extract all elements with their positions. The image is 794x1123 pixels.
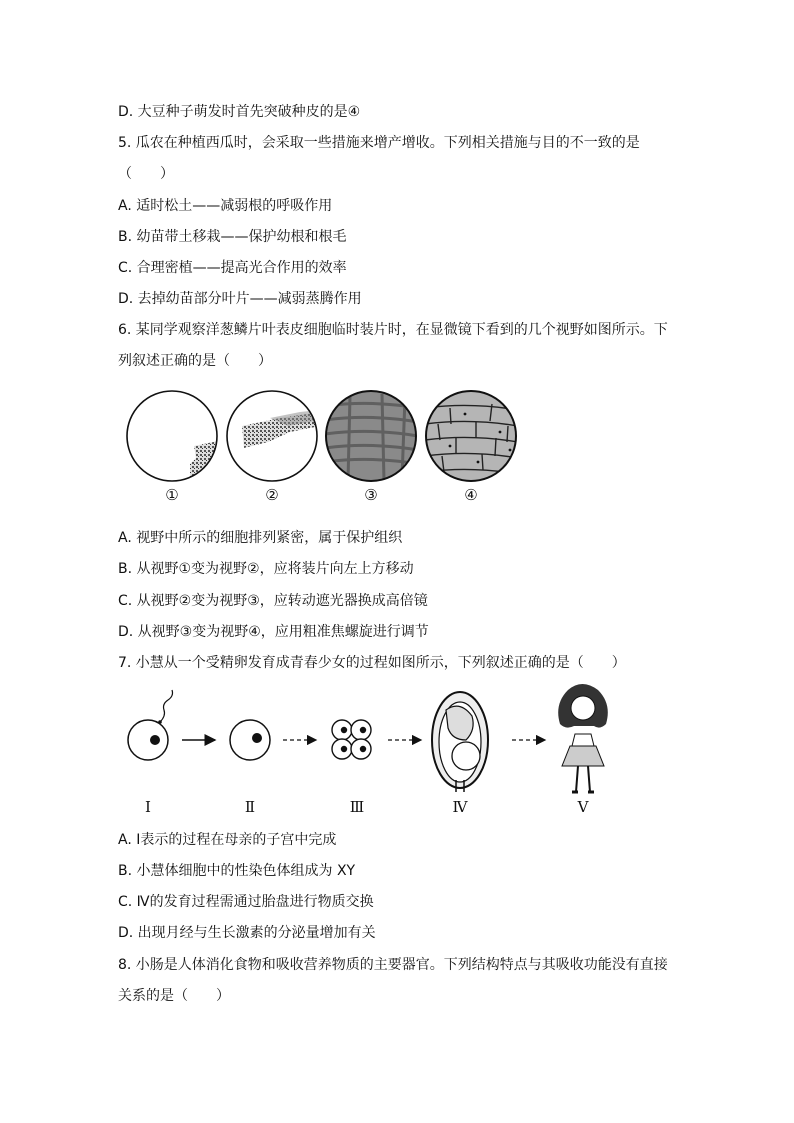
view-3-label: ③	[364, 486, 378, 504]
view-2-label: ②	[265, 486, 279, 504]
q6-option-c: C. 从视野②变为视野③，应转动遮光器换成高倍镜	[118, 593, 428, 609]
stage-1-fertilization	[128, 690, 173, 760]
stage-4-label: Ⅳ	[452, 798, 468, 816]
q7-stem: 7. 小慧从一个受精卵发育成青春少女的过程如图所示，下列叙述正确的是（ ）	[118, 655, 626, 671]
q6-option-a: A. 视野中所示的细胞排列紧密，属于保护组织	[118, 530, 403, 546]
view-4	[425, 391, 518, 481]
stage-3-cleavage	[332, 720, 371, 759]
q7-option-a: A. Ⅰ表示的过程在母亲的子宫中完成	[118, 832, 337, 848]
stage-2-label: Ⅱ	[244, 798, 256, 816]
q8-stem: 8. 小肠是人体消化食物和吸收营养物质的主要器官。下列结构特点与其吸收功能没有直接	[118, 957, 668, 973]
q5-option-a: A. 适时松土——减弱根的呼吸作用	[118, 198, 333, 214]
q5-stem: 5. 瓜农在种植西瓜时，会采取一些措施来增产增收。下列相关措施与目的不一致的是	[118, 135, 640, 151]
q5-option-d: D. 去掉幼苗部分叶片——减弱蒸腾作用	[118, 291, 362, 307]
q6-stem: 6. 某同学观察洋葱鳞片叶表皮细胞临时装片时，在显微镜下看到的几个视野如图所示。下	[118, 322, 668, 338]
view-3	[325, 391, 418, 481]
development-process-figure	[120, 680, 630, 800]
stage-4-fetus	[432, 692, 488, 792]
view-1-label: ①	[165, 486, 179, 504]
q7-option-b: B. 小慧体细胞中的性染色体组成为 XY	[118, 863, 356, 879]
q8-stem-cont: 关系的是（ ）	[118, 988, 230, 1004]
stage-5-girl	[558, 684, 608, 792]
q7-option-d: D. 出现月经与生长激素的分泌量增加有关	[118, 925, 376, 941]
view-4-label: ④	[464, 486, 478, 504]
q7-option-c: C. Ⅳ的发育过程需通过胎盘进行物质交换	[118, 894, 374, 910]
view-1	[127, 391, 218, 486]
q6-option-b: B. 从视野①变为视野②，应将装片向左上方移动	[118, 561, 414, 577]
q6-option-d: D. 从视野③变为视野④，应用粗准焦螺旋进行调节	[118, 624, 429, 640]
stage-5-label: Ⅴ	[577, 798, 589, 816]
microscope-views-figure	[120, 386, 530, 486]
q5-paren: （ ）	[118, 166, 174, 182]
stage-2-zygote	[230, 720, 270, 760]
q4-option-d: D. 大豆种子萌发时首先突破种皮的是④	[118, 104, 361, 120]
view-2	[227, 391, 320, 481]
stage-1-label: Ⅰ	[145, 798, 151, 816]
q5-option-c: C. 合理密植——提高光合作用的效率	[118, 260, 347, 276]
q5-option-b: B. 幼苗带土移栽——保护幼根和根毛	[118, 229, 347, 245]
q6-stem-cont: 列叙述正确的是（ ）	[118, 353, 272, 369]
stage-3-label: Ⅲ	[349, 798, 365, 816]
